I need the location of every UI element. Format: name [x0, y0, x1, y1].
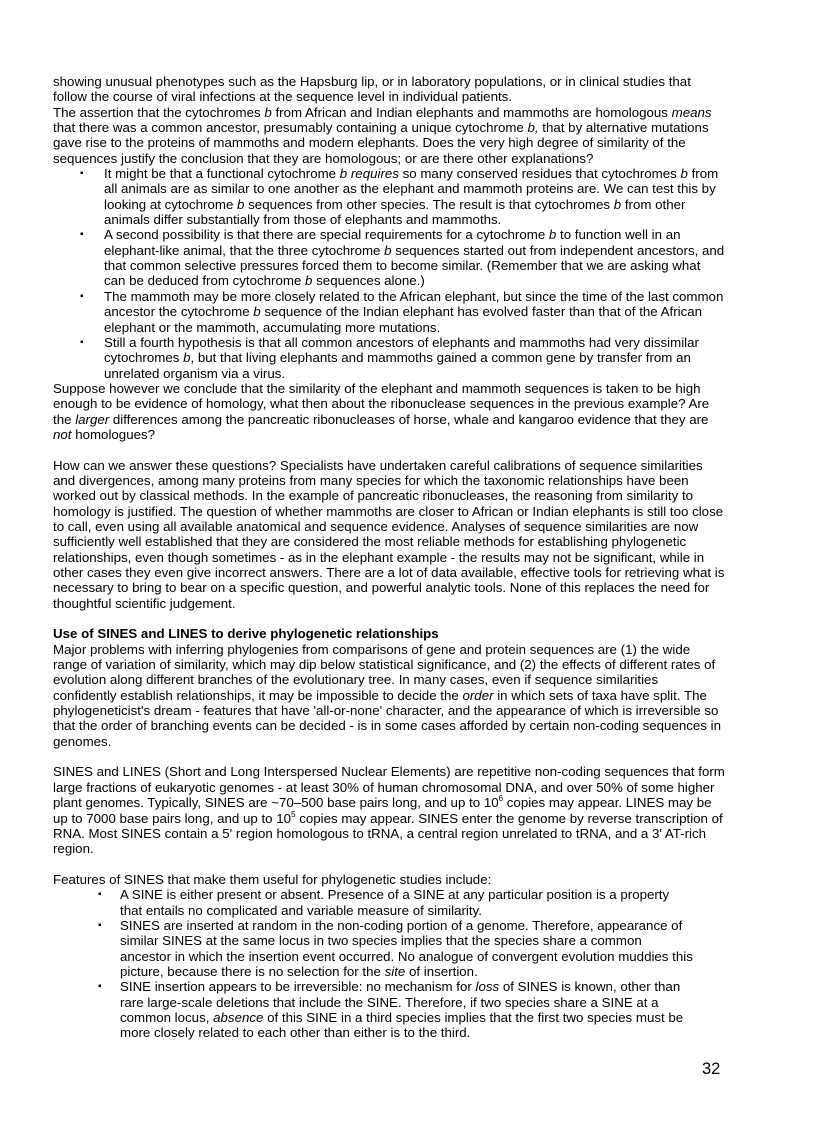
text-run: in which sets of taxa have split. The phylogeneticist's dream - features that have 'all-or-none' character, and the appearance of which is irreversible so that the order of branching events can be decided - is in some cases afforded by certain non-coding sequences in genomes. [53, 687, 721, 749]
text-run: of insertion. [405, 963, 478, 979]
text-run: A SINE is either present or absent. Presence of a SINE at any particular position is a property that entails no complicated and variable measure of similarity. [120, 887, 670, 918]
italic-text: means [671, 104, 712, 120]
text-run: sequences from other species. The result is that cytochromes [244, 196, 614, 212]
paragraph [53, 381, 725, 442]
italic-text: b [264, 104, 272, 120]
italic-text: b, [527, 120, 539, 136]
paragraph [53, 458, 725, 611]
page-number: 32 [702, 1060, 721, 1078]
paragraph-gap [53, 857, 725, 872]
italic-text: loss [475, 979, 500, 995]
text-run: The assertion that the cytochromes [53, 104, 265, 120]
text-run: SINES are inserted at random in the non-coding portion of a genome. Therefore, appearance of similar SINES at the same locus in two species implies that the species share a common ancestor in which the insertion event occurred. No analogue of convergent evolution muddies this picture, because there is no selection for the [120, 917, 693, 979]
text-run: SINE insertion appears to be irreversible: no mechanism for [120, 979, 476, 995]
text-run: Suppose however we conclude that the similarity of the elephant and mammoth sequences is taken to be high enough to be evidence of homology, what then about the ribonuclease sequences in the previous example? Are the [53, 380, 710, 427]
text-run: of SINES is known, other than rare large-scale deletions that include the SINE. Therefore, if two species share a SINE at a common locus, [120, 979, 681, 1025]
bullet-item [53, 335, 725, 381]
text-run: sequences started out from independent ancestors, and that common selective pressures forced them to become similar. (Remember that we are asking what can be deduced from cytochrome [104, 242, 725, 289]
bullet-icon: ▪ [98, 981, 102, 993]
paragraph [53, 764, 725, 856]
text-run: from African and Indian elephants and mammoths are homologous [271, 104, 672, 120]
superscript: 6 [498, 794, 504, 804]
text-run: It might be that a functional cytochrome [104, 166, 340, 182]
italic-text: order [462, 687, 494, 703]
italic-text: b [183, 350, 191, 366]
text-run: so many conserved residues that cytochromes [398, 166, 681, 182]
text-run: Major problems with inferring phylogenies from comparisons of gene and protein sequences are (1) the wide range of variation of similarity, which may dip below statistical significance, and (2) the effects of different rates of evolution along different branches of the evolutionary tree. In many cases, even if sequence similarities confidently establish relationships, it may be impossible to decide the [53, 641, 716, 703]
text-run: homologues? [71, 426, 156, 442]
document-body [53, 74, 725, 1041]
text-run: , but that living elephants and mammoths gained a common gene by transfer from an unrelated organism via a virus. [104, 350, 691, 381]
bullet-item [53, 887, 725, 918]
italic-text: larger [75, 411, 110, 427]
italic-text: b [680, 166, 688, 182]
italic-text: b requires [339, 166, 399, 182]
italic-text: b [253, 304, 261, 320]
bullet-item [53, 979, 725, 1040]
italic-text: absence [213, 1009, 264, 1025]
text-run: of this SINE in a third species implies that the first two species must be more closely related to each other than either is to the third. [120, 1009, 684, 1041]
text-run: differences among the pancreatic ribonucleases of horse, whale and kangaroo evidence that they are [109, 411, 709, 427]
text-run: Features of SINES that make them useful for phylogenetic studies include: [53, 871, 492, 887]
italic-text: site [384, 963, 406, 979]
bullet-item [53, 918, 725, 979]
section-heading [53, 626, 725, 641]
text-run: copies may appear. LINES may be up to 7000 base pairs long, and up to 10 [53, 795, 712, 826]
paragraph-gap [53, 442, 725, 457]
bullet-item [53, 289, 725, 335]
italic-text: b [305, 273, 313, 289]
text-run: Still a fourth hypothesis is that all common ancestors of elephants and mammoths had very dissimilar cytochromes [104, 334, 699, 366]
text-run: copies may appear. SINES enter the genome by reverse transcription of RNA. Most SINES contain a 5' region homologous to tRNA, a central region unrelated to tRNA, and a 3' AT-rich region. [53, 810, 723, 857]
paragraph-gap [53, 749, 725, 764]
text-run: from all animals are as similar to one another as the elephant and mammoth proteins are. We can test this by looking at cytochrome [104, 166, 719, 212]
text-run: from other animals differ substantially from those of elephants and mammoths. [104, 196, 686, 228]
bullet-icon: ▪ [80, 290, 84, 302]
paragraph [53, 105, 725, 166]
bullet-item [53, 227, 725, 288]
paragraph [53, 74, 725, 105]
text-run: that by alternative mutations gave rise to the proteins of mammoths and modern elephants. Does the very high degree of similarity of the sequences justify the conclusion that they are homologous; or are there other explanations? [53, 120, 709, 166]
text-run: sequences alone.) [312, 273, 425, 289]
text-run: to function well in an elephant-like animal, that the three cytochrome [104, 227, 681, 258]
text-run: showing unusual phenotypes such as the Hapsburg lip, or in laboratory populations, or in clinical studies that follow the course of viral infections at the sequence level in individual patients. [53, 74, 691, 105]
bullet-icon: ▪ [98, 889, 102, 901]
bullet-icon: ▪ [98, 919, 102, 931]
bullet-icon: ▪ [80, 229, 84, 241]
bullet-item [53, 166, 725, 227]
italic-text: b [384, 242, 392, 258]
italic-text: b [613, 196, 622, 212]
text-run: A second possibility is that there are special requirements for a cytochrome [104, 227, 549, 243]
paragraph [53, 642, 725, 749]
superscript: 5 [291, 809, 296, 819]
text-run: Use of SINES and LINES to derive phylogenetic relationships [53, 626, 439, 642]
bullet-icon: ▪ [80, 168, 84, 180]
text-run: that there was a common ancestor, presumably containing a unique cytochrome [53, 120, 528, 136]
text-run: How can we answer these questions? Specialists have undertaken careful calibrations of sequence similarities and divergences, among many proteins from many species for which the taxonomic relationships have been worked out by classical methods. In the example of pancreatic ribonucleases, the reasoning from similarity to homology is justified. The question of whether mammoths are closer to African or Indian elephants is still too close to call, even using all available anatomical and sequence evidence. Analyses of sequence similarities are now sufficiently well established that they are considered the most reliable methods for establishing phylogenetic relationships, even though sometimes - as in the elephant example - the results may not be significant, while in other cases they even give incorrect answers. There are a lot of data available, effective tools for retrieving what is necessary to bring to bear on a specific question, and powerful analytic tools. None of this replaces the need for thoughtful scientific judgement. [53, 457, 725, 611]
italic-text: b [548, 227, 557, 243]
text-run: sequence of the Indian elephant has evolved faster than that of the African elephant or the mammoth, accumulating more mutations. [104, 304, 703, 335]
italic-text: not [53, 426, 72, 442]
text-run: The mammoth may be more closely related to the African elephant, but since the time of the last common ancestor the cytochrome [104, 288, 724, 320]
italic-text: b [237, 196, 245, 212]
paragraph [53, 872, 725, 887]
text-run: SINES and LINES (Short and Long Interspersed Nuclear Elements) are repetitive non-coding sequences that form large fractions of eukaryotic genomes - at least 30% of human chromosomal DNA, and over 50% of some higher plant genomes. Typically, SINES are ~70–500 base pairs long, and up to 10 [53, 764, 725, 811]
paragraph-gap [53, 611, 725, 626]
bullet-icon: ▪ [80, 336, 84, 348]
